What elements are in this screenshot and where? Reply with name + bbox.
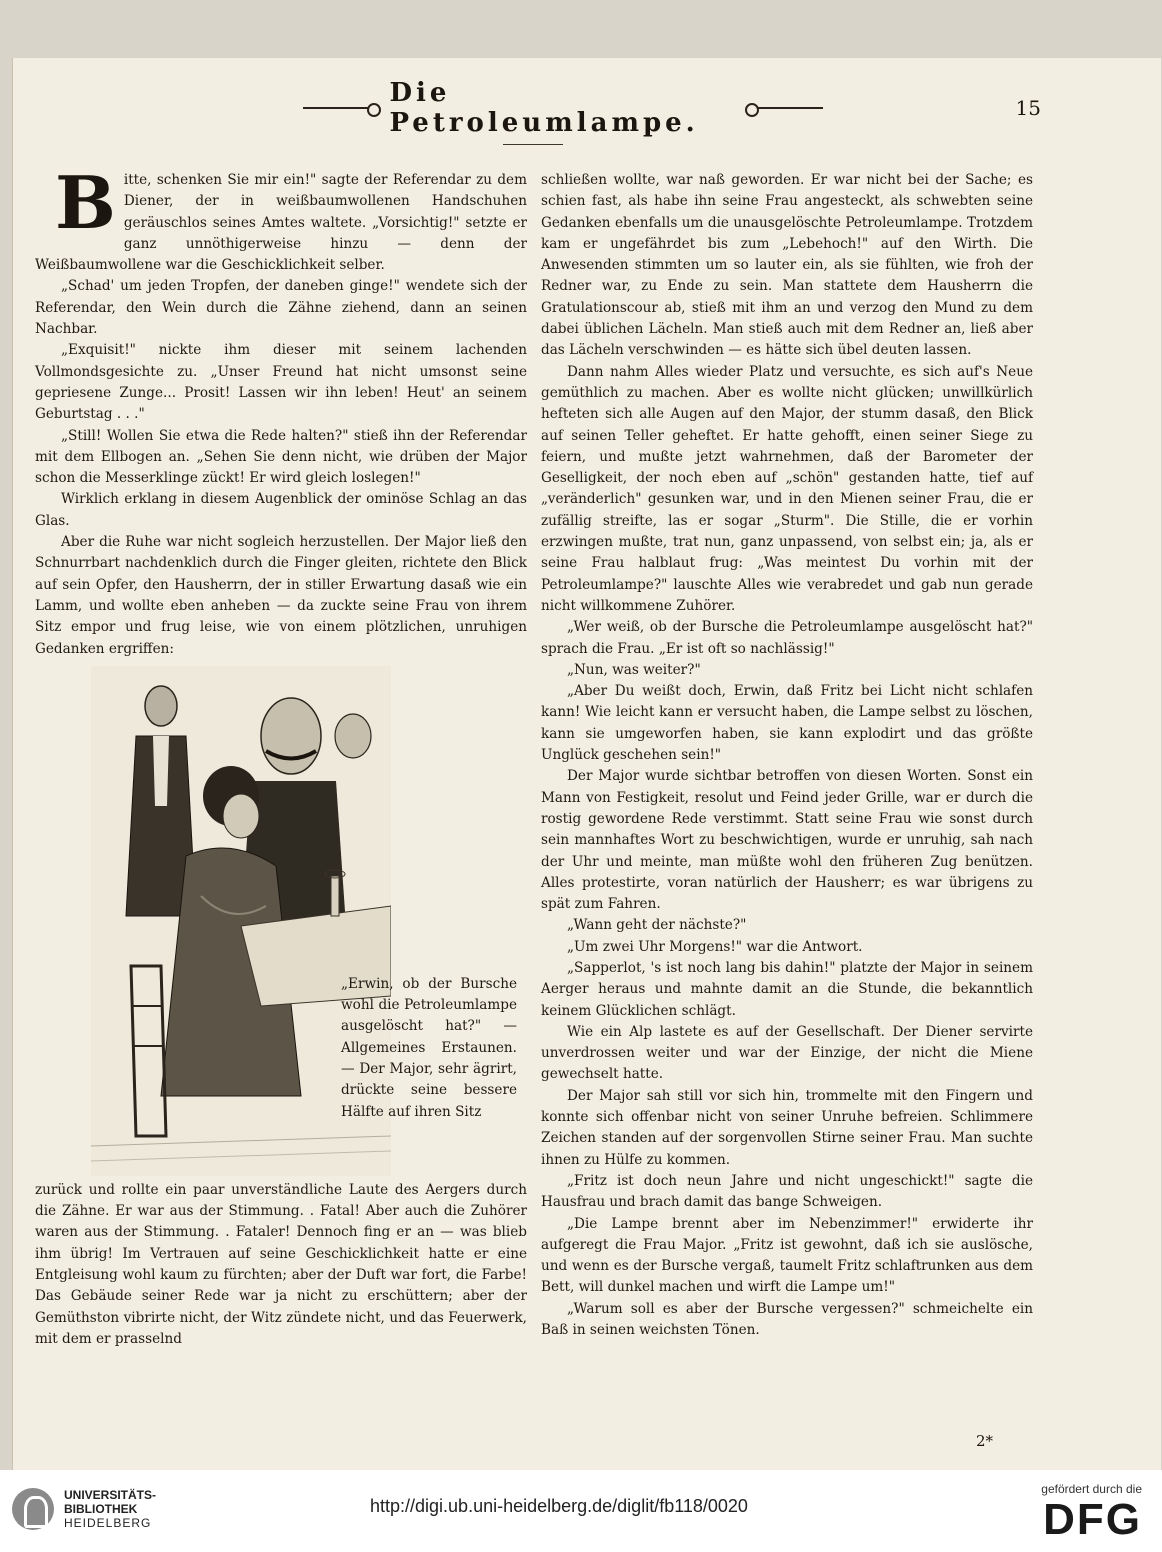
paragraph: „Wann geht der nächste?" — [567, 917, 747, 934]
illustration — [35, 666, 527, 1176]
paragraph: „Still! Wollen Sie etwa die Rede halten?" stieß ihn der Referendar mit dem Ellbogen an. „Sehen Sie denn nicht, wie drüben der Major schon die Messerklinge zückt! Er wird gleich loslegen!" — [35, 427, 527, 487]
paragraph: „Sapperlot, 's ist noch lang bis dahin!" platzte der Major in seinem Aerger heraus und mahnte damit an die Stunde, die bekanntlich keinem Glücklichen schlägt. — [541, 959, 1033, 1019]
paragraph: „Nun, was weiter?" — [567, 661, 701, 678]
paragraph: schließen wollte, war naß geworden. Er war nicht bei der Sache; es schien fast, als habe ihn seine Frau angesteckt, als schwebten seine Gedanken ebenfalls um die unausgelöschte Petroleumlampe. Trotzdem kam er ungefährdet bis zum „Lebehoch!" auf den Wirth. Die Anwesenden stimmten um so lauter ein, als sie fühlten, wie froh der Redner war, zu Ende zu sein. Man stattete dem Hausherrn die Gratulationscour ab, stieß mit ihm an und verzog den Mund zu dem dabei üblichen Lächeln. Man stieß auch mit dem Redner an, ließ aber das Lächeln verschwinden — es hätte sich übel deuten lassen. — [541, 172, 1033, 359]
page-number: 15 — [1015, 96, 1041, 120]
paragraph: Dann nahm Alles wieder Platz und versuchte, es sich auf's Neue gemüthlich zu machen. Aber es wollte nicht glücken; unwillkürlich hefteten sich alle Augen auf den Major, der stumm dasaß, den Blick auf seinen Teller geheftet. Er hatte gehofft, einen seiner Siege zu feiern, und mußte jetzt wahrnehmen, daß der Barometer der Geselligkeit, der noch eben auf „schön" gestanden hatte, tief auf „veränderlich" gesunken war, und in den Mienen seiner Frau, die er zufällig streifte, las er sogar „Sturm". Die Stille, die er vorhin erzwingen mußte, trat nun, ganz unpassend, von selbst ein; ja, als er seine Frau halblaut frug: „Was meintest Du vorhin mit der Petroleumlampe?" lauschte Alles wie verabredet und gab nun gerade nicht willkommene Zuhörer. — [541, 363, 1033, 614]
paragraph: Der Major wurde sichtbar betroffen von diesen Worten. Sonst ein Mann von Festigkeit, resolut und Feind jeder Grille, war er durch die rostig gewordene Rede verstimmt. Statt seine Frau wie sonst durch sein mannhaftes Wort zu beschwichtigen, wurde er unruhig, sah nach der Uhr und meinte, man müßte wohl den früheren Zug benützen. Alles protestirte, voran natürlich der Hausherr; es war übrigens zu spät zum Fahren. — [541, 768, 1033, 913]
opening-text: itte, schenken Sie mir ein!" sagte der Referendar zu dem Diener, der in weißbaumwollenen Handschuhen geräuschlos seines Amtes waltete. „Vorsichtig!" setzte er ganz unnöthigerweise hinzu — denn der Weißbaumwollene war die Geschicklichkeit selber. — [35, 172, 527, 274]
paragraph: Wirklich erklang in diesem Augenblick der ominöse Schlag an das Glas. — [35, 491, 527, 529]
left-column — [35, 160, 527, 1350]
dfg-logo[interactable]: DFG — [1043, 1495, 1142, 1544]
paragraph: „Schad' um jeden Tropfen, der daneben ginge!" wendete sich der Referendar, den Wein durch die Zähne ziehend, dann an seinen Nachbar. — [35, 278, 527, 338]
paragraph: Wie ein Alp lastete es auf der Gesellschaft. Der Diener servirte unverdrossen weiter und war der Einzige, der nicht die Miene gewechselt hatte. — [541, 1023, 1033, 1083]
book-page — [12, 58, 1161, 1470]
funding-block — [1041, 1482, 1142, 1544]
title-rule — [503, 144, 563, 145]
paragraph: „Um zwei Uhr Morgens!" war die Antwort. — [567, 938, 863, 955]
document-url[interactable]: http://digi.ub.uni-heidelberg.de/diglit/fb118/0020 — [370, 1496, 748, 1516]
right-column — [541, 170, 1033, 1341]
library-name: UNIVERSITÄTS- BIBLIOTHEK HEIDELBERG — [64, 1488, 157, 1530]
library-logo[interactable] — [12, 1488, 156, 1530]
page-header — [303, 78, 823, 138]
paragraph: „Warum soll es aber der Bursche vergessen?" schmeichelte ein Baß in seinen weichsten Tönen. — [541, 1300, 1033, 1339]
header-ornament-right — [751, 107, 823, 109]
opening-paragraph — [35, 160, 527, 276]
dropcap: B — [55, 160, 116, 245]
illustration-caption: „Erwin, ob der Bursche wohl die Petroleumlampe ausgelöscht hat?" — Allgemeines Erstaunen. — Der Major, sehr ägrirt, drückte seine bessere Hälfte auf ihren Sitz — [341, 975, 517, 1120]
viewer-footer — [0, 1470, 1162, 1552]
paragraph: „Aber Du weißt doch, Erwin, daß Fritz bei Licht nicht schlafen kann! Wie leicht kann er versucht haben, die Lampe selbst zu löschen, kann sie umgeworfen haben, sie kann explodirt und das größte Unglück geschehen sein!" — [541, 683, 1033, 764]
university-seal-icon — [12, 1488, 54, 1530]
header-ornament-left — [303, 107, 375, 109]
paragraph: Der Major sah still vor sich hin, trommelte mit den Fingern und konnte sich offenbar nicht von seiner Unruhe befreien. Schlimmere Zeichen standen auf der sorgenvollen Stirne seiner Frau. Man suchte ihnen zu Hülfe zu kommen. — [541, 1087, 1033, 1168]
funding-label: gefördert durch die — [1041, 1482, 1142, 1496]
paragraph-continued: zurück und rollte ein paar unverständliche Laute des Aergers durch die Zähne. Er war aus der Stimmung. . Fatal! Aber auch die Zuhörer waren aus der Stimmung. . Fataler! Dennoch fing er an — was blieb ihm übrig! Im Vertrauen auf seine Geschicklichkeit hatte er eine Entgleisung wohl kaum zu fürchten; aber der Duft war fort, die Farbe! Das Gebäude seiner Rede war ja nicht zu erschüttern; aber der Gemüthston vibrirte nicht, der Witz zündete nicht, und das Feuerwerk, mit dem er prasselnd — [35, 1181, 527, 1347]
paragraph: „Exquisit!" nickte ihm dieser mit seinem lachenden Vollmondsgesichte zu. „Unser Freund hat nicht umsonst seine gepriesene Zunge... Prosit! Lassen wir ihn leben! Heut' an seinem Geburtstag . . ." — [35, 342, 527, 423]
paragraph: Aber die Ruhe war nicht sogleich herzustellen. Der Major ließ den Schnurrbart nachdenklich durch die Finger gleiten, richtete den Blick auf sein Opfer, den Hausherrn, der in stiller Erwartung dasaß wie ein Lamm, und wollte eben anheben — da zuckte seine Frau von ihrem Sitz empor und frug leise, wie von einem plötzlichen, unruhigen Gedanken ergriffen: — [35, 534, 527, 657]
paragraph: „Wer weiß, ob der Bursche die Petroleumlampe ausgelöscht hat?" sprach die Frau. „Er ist oft so nachlässig!" — [541, 619, 1033, 657]
paragraph: „Die Lampe brennt aber im Nebenzimmer!" erwiderte ihr aufgeregt die Frau Major. „Fritz ist gewohnt, daß ich sie auslösche, und wenn es der Bursche vergaß, taumelt Fritz schlaftrunken aus dem Bett, will dunkel machen und wirft die Lampe um!" — [541, 1215, 1033, 1296]
paragraph: „Fritz ist doch neun Jahre und nicht ungeschickt!" sagte die Hausfrau und brach damit das bange Schweigen. — [541, 1172, 1033, 1211]
page-title: Die Petroleumlampe. — [389, 78, 699, 138]
signature-mark: 2* — [975, 1432, 993, 1450]
